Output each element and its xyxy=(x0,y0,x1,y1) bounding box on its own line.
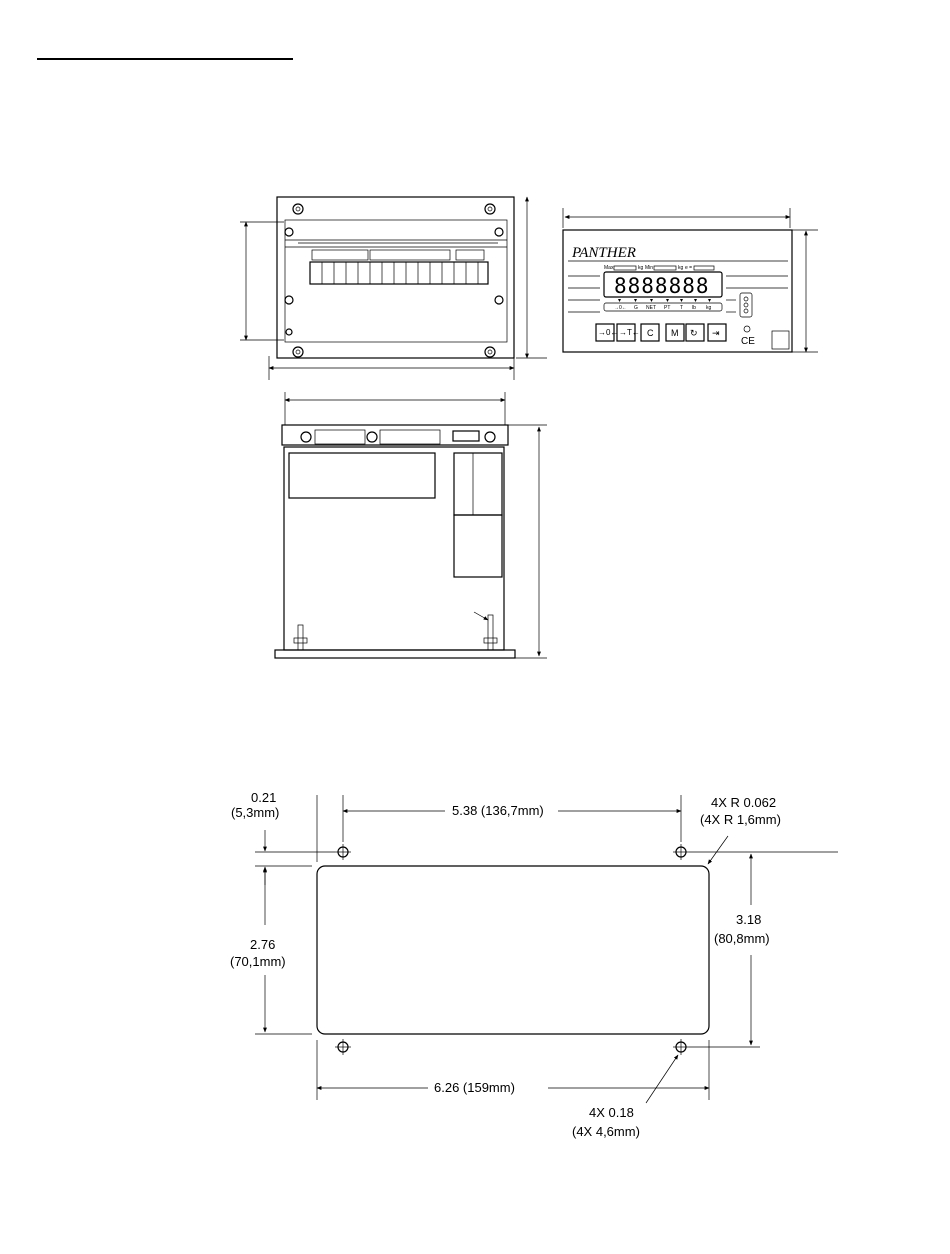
svg-text:⇥: ⇥ xyxy=(712,328,720,338)
dim-hole-dia-in: 4X 0.18 xyxy=(589,1105,634,1120)
front-panel-view xyxy=(563,208,818,352)
mounting-hole xyxy=(335,1039,351,1055)
svg-text:G: G xyxy=(634,305,638,311)
annunciator-triangles xyxy=(618,299,711,302)
svg-text:Min: Min xyxy=(645,265,654,271)
svg-text:kg: kg xyxy=(678,265,684,271)
svg-text:PT: PT xyxy=(664,305,671,311)
dim-radius-in: 4X R 0.062 xyxy=(711,795,777,810)
svg-text:→0←: →0← xyxy=(598,328,619,337)
mounting-hole xyxy=(335,844,351,860)
keypad xyxy=(596,324,726,341)
weight-display-digits: 8888888 xyxy=(614,274,710,298)
dim-hole-spacing-width: 5.38 (136,7mm) xyxy=(452,803,544,818)
svg-text:→T←: →T← xyxy=(619,328,640,337)
dim-radius-mm: (4X R 1,6mm) xyxy=(700,812,781,827)
dim-height-mm: (70,1mm) xyxy=(230,954,286,969)
side-view xyxy=(275,392,547,658)
rear-view xyxy=(240,197,547,380)
svg-text:↻: ↻ xyxy=(690,328,698,338)
dim-height-in: 2.76 xyxy=(250,937,276,952)
svg-text:NET: NET xyxy=(646,305,656,311)
dim-hole-dia-mm: (4X 4,6mm) xyxy=(572,1124,640,1139)
top-label-row xyxy=(604,265,714,271)
dim-offset-in: 0.21 xyxy=(251,790,277,805)
svg-text:lb: lb xyxy=(692,305,696,311)
cutout-outline xyxy=(317,866,709,1034)
svg-text:→0←: →0← xyxy=(614,305,627,311)
dim-cutout-width: 6.26 (159mm) xyxy=(434,1080,515,1095)
svg-text:e =: e = xyxy=(685,265,693,271)
mounting-hole xyxy=(673,1039,689,1055)
panel-cutout-drawing xyxy=(230,790,838,1139)
mounting-hole xyxy=(673,844,689,860)
dim-hole-spacing-height-mm: (80,8mm) xyxy=(714,931,770,946)
svg-text:kg: kg xyxy=(706,305,712,311)
dim-hole-spacing-height-in: 3.18 xyxy=(736,912,762,927)
svg-text:kg: kg xyxy=(638,265,644,271)
ce-mark: CE xyxy=(741,336,755,347)
annunciator-labels xyxy=(614,305,712,311)
status-led-block xyxy=(740,293,752,317)
svg-text:Max: Max xyxy=(604,265,614,271)
svg-text:C: C xyxy=(647,328,654,338)
brand-logo: PANTHER xyxy=(572,245,636,261)
dim-offset-mm: (5,3mm) xyxy=(231,805,280,820)
svg-text:M: M xyxy=(671,328,679,338)
svg-text:T: T xyxy=(680,305,684,311)
label-plate xyxy=(772,331,789,349)
